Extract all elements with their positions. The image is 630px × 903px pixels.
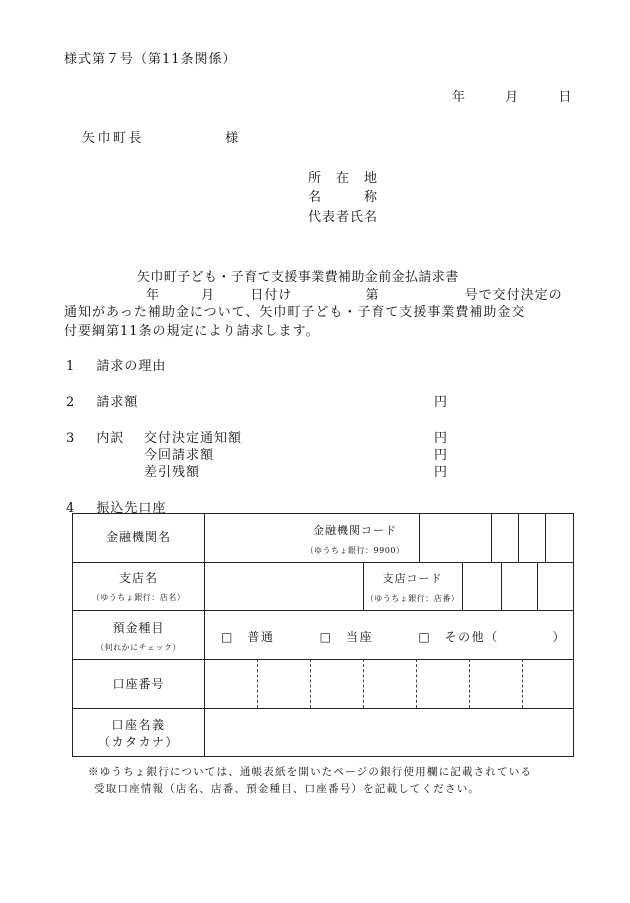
branch-name-label (73, 570, 204, 606)
bank-name-text: 金融機関名 (105, 530, 171, 544)
item-account-label: 振込先口座 (96, 501, 167, 516)
body-day: 日付け (250, 288, 293, 303)
table-divider (501, 562, 502, 610)
breakdown-row-unit: 円 (434, 465, 449, 480)
holder-kana-text: （カタカナ） (97, 735, 179, 749)
account-number-text: 口座番号 (112, 677, 165, 691)
table-digit-divider (310, 659, 311, 708)
branch-code-text: 支店コード (382, 572, 443, 585)
breakdown-row-unit: 円 (434, 431, 449, 446)
body-no: 第 (365, 288, 380, 303)
bank-code-text: 金融機関コード (313, 524, 397, 537)
item-amount-num: 2 (66, 395, 76, 410)
addressee (82, 127, 239, 146)
item-reason-label: 請求の理由 (96, 359, 167, 374)
footnote-line1: ※ゆうちょ銀行については、通帳表紙を開いたページの銀行使用欄に記載されている (88, 766, 533, 778)
table-divider (73, 659, 573, 660)
table-divider (73, 562, 573, 563)
branch-name-note: （ゆうちょ銀行：店名） (91, 593, 186, 602)
applicant-rep-label: 代表者氏名 (308, 210, 379, 225)
table-digit-divider (522, 659, 523, 708)
page-title: 矢巾町子ども・子育て支援事業費補助金前金払請求書 (137, 270, 459, 285)
body-rest: 号で交付決定の (464, 288, 563, 303)
date-month: 月 (505, 90, 520, 105)
branch-name-text: 支店名 (118, 571, 158, 585)
account-number-label (73, 676, 204, 693)
item-breakdown-label: 内訳 (96, 431, 125, 446)
deposit-type-label (73, 620, 204, 656)
item-amount-label: 請求額 (96, 395, 139, 410)
table-divider (518, 514, 519, 562)
table-divider (419, 514, 420, 562)
account-table (72, 513, 574, 757)
item-amount (66, 391, 138, 410)
applicant-name-label: 名 称 (308, 190, 379, 205)
date-line (452, 86, 572, 105)
table-digit-divider (416, 659, 417, 708)
breakdown-row-label: 差引残額 (144, 465, 201, 480)
form-number: 様式第７号（第11条関係） (64, 52, 237, 67)
date-day: 日 (558, 90, 573, 105)
addressee-honorific: 様 (225, 131, 240, 146)
table-divider (545, 514, 546, 562)
item-breakdown-num: 3 (66, 431, 76, 446)
item-reason-num: 1 (66, 359, 76, 374)
body-month: 月 (201, 288, 216, 303)
footnote-line2: 受取口座情報（店名、店番、預金種目、口座番号）を記載してください。 (94, 783, 481, 795)
bank-code-note: （ゆうちょ銀行：9900） (305, 546, 405, 555)
item-reason (66, 355, 166, 374)
bank-name-label (73, 529, 204, 546)
deposit-type-text: 預金種目 (112, 621, 165, 635)
table-divider (537, 562, 538, 610)
table-divider (491, 514, 492, 562)
item-amount-unit: 円 (434, 395, 449, 410)
table-divider (204, 514, 205, 756)
table-divider (462, 562, 463, 610)
table-divider (73, 708, 573, 709)
table-digit-divider (363, 659, 364, 708)
table-divider (73, 610, 573, 611)
option-savings[interactable]: □ 普通 (221, 630, 275, 644)
applicant-address-label: 所 在 地 (308, 171, 379, 186)
breakdown-row-label: 交付決定通知額 (144, 431, 243, 446)
deposit-type-options (221, 628, 566, 645)
date-year: 年 (452, 90, 467, 105)
holder-name-text: 口座名義 (111, 718, 166, 732)
body-year: 年 (146, 288, 161, 303)
option-checking[interactable]: □ 当座 (319, 630, 374, 644)
branch-code-label (363, 570, 462, 607)
branch-code-note: （ゆうちょ銀行：店番） (365, 594, 460, 603)
body-line2: 通知があった補助金について、矢巾町子ども・子育て支援事業費補助金交 (64, 305, 526, 320)
table-digit-divider (257, 659, 258, 708)
deposit-type-note: （何れかにチェック） (96, 643, 181, 652)
breakdown-row-label: 今回請求額 (144, 448, 215, 463)
table-digit-divider (469, 659, 470, 708)
body-line1 (146, 284, 563, 303)
addressee-name: 矢巾町長 (82, 131, 145, 146)
option-other[interactable]: □ その他（ ） (418, 630, 567, 644)
item-account-num: 4 (66, 501, 76, 516)
holder-name-label (73, 717, 204, 751)
item-breakdown (66, 427, 124, 446)
breakdown-row-unit: 円 (434, 448, 449, 463)
body-line3: 付要綱第11条の規定により請求します。 (64, 324, 320, 339)
bank-code-label (291, 522, 419, 559)
